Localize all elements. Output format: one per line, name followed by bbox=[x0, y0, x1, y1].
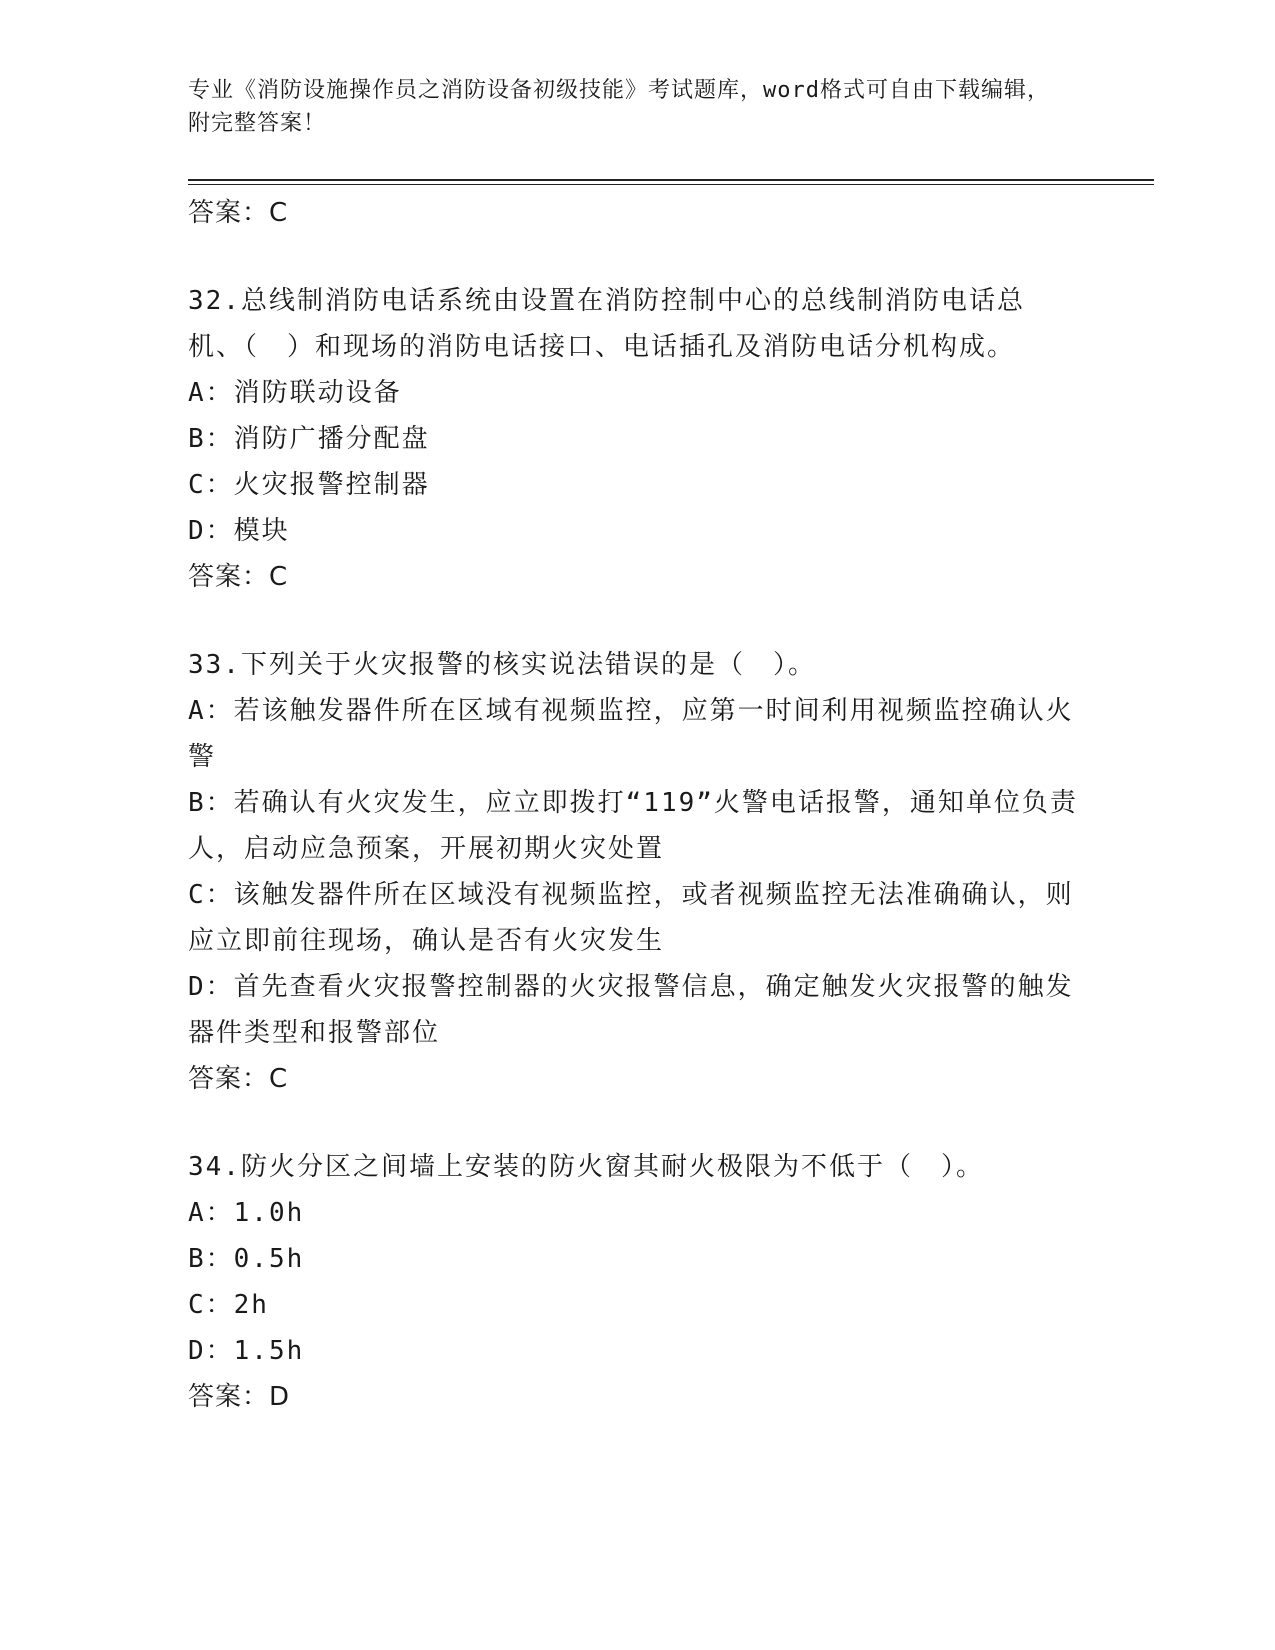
document-header: 专业《消防设施操作员之消防设备初级技能》考试题库，word格式可自由下载编辑，附完整答案！ bbox=[188, 78, 1050, 136]
option-b: B：若确认有火灾发生，应立即拨打“119”火警电话报警，通知单位负责人，启动应急预案，开展初期火灾处置 bbox=[188, 788, 1078, 864]
option-d: D：1.5h bbox=[188, 1336, 305, 1366]
option-d: D：首先查看火灾报警控制器的火灾报警信息，确定触发火灾报警的触发器件类型和报警部位 bbox=[188, 972, 1074, 1048]
option-a: A：1.0h bbox=[188, 1198, 305, 1228]
question-answer: 答案：D bbox=[188, 1382, 291, 1412]
question-stem: 32.总线制消防电话系统由设置在消防控制中心的总线制消防电话总机、（ ）和现场的消防电话接口、电话插孔及消防电话分机构成。 bbox=[188, 286, 1025, 362]
previous-question-answer: 答案：C bbox=[188, 198, 289, 228]
option-c: C：该触发器件所在区域没有视频监控，或者视频监控无法准确确认，则应立即前往现场，确认是否有火灾发生 bbox=[188, 880, 1074, 956]
option-a: A：若该触发器件所在区域有视频监控，应第一时间利用视频监控确认火警 bbox=[188, 696, 1074, 772]
header-rule-thick bbox=[188, 179, 1154, 181]
question-32 bbox=[188, 278, 1078, 600]
option-a: A：消防联动设备 bbox=[188, 378, 402, 408]
question-list bbox=[188, 190, 1078, 1420]
header-rule-thin bbox=[188, 184, 1154, 185]
option-b: B：0.5h bbox=[188, 1244, 305, 1274]
question-34 bbox=[188, 1144, 1078, 1420]
question-answer: 答案：C bbox=[188, 562, 289, 592]
option-d: D：模块 bbox=[188, 516, 290, 546]
option-b: B：消防广播分配盘 bbox=[188, 424, 430, 454]
question-answer: 答案：C bbox=[188, 1064, 289, 1094]
option-c: C：火灾报警控制器 bbox=[188, 470, 430, 500]
question-stem: 33.下列关于火灾报警的核实说法错误的是（ ）。 bbox=[188, 650, 816, 680]
question-33 bbox=[188, 642, 1078, 1102]
option-c: C：2h bbox=[188, 1290, 269, 1320]
question-stem: 34.防火分区之间墙上安装的防火窗其耐火极限为不低于（ ）。 bbox=[188, 1152, 984, 1182]
